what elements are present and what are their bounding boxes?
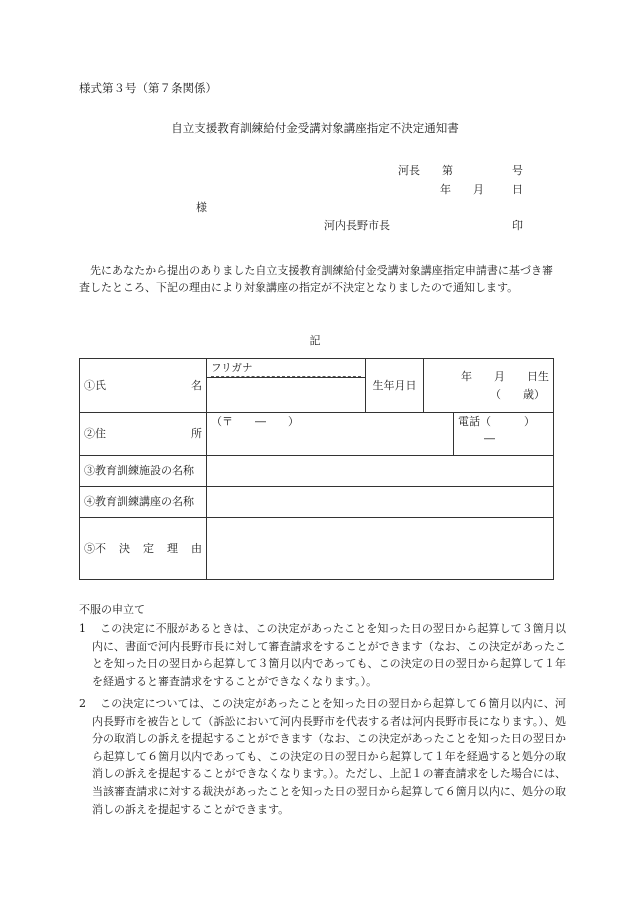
address-label-cell: [80, 413, 207, 456]
name-label: ①氏: [84, 378, 106, 392]
addressee-sama: 様: [196, 201, 207, 214]
form-number: 様式第３号（第７条関係）: [79, 81, 217, 95]
reason-label-char: 由: [191, 541, 202, 555]
issuer-name: 河内長野市長: [324, 219, 390, 232]
reference-number-line: [398, 163, 523, 179]
appeal-item-1: [79, 620, 566, 690]
phone-cell: [454, 413, 554, 456]
reason-label-char: 理: [167, 541, 178, 555]
dai-label: 第: [442, 164, 453, 177]
document-title: 自立支援教育訓練給付金受講対象講座指定不決定通知書: [171, 121, 459, 135]
facility-value-cell: [207, 456, 554, 487]
appeal-heading: 不服の申立て: [79, 603, 145, 616]
table-row: [80, 487, 554, 518]
reason-label-char: ⑤不: [84, 541, 106, 555]
table-row: [80, 518, 554, 580]
postal-code: （〒 ― ）: [211, 415, 299, 428]
day-label: 日: [512, 183, 523, 196]
appeal-item-number: 1: [79, 622, 86, 635]
reason-label-cell: [80, 518, 207, 580]
info-table: [79, 358, 554, 580]
facility-label-cell: [80, 456, 207, 487]
year-label: 年: [440, 183, 451, 196]
furigana-label: フリガナ: [211, 360, 361, 377]
table-row: [80, 456, 554, 487]
address-label: ②住: [84, 427, 106, 441]
office-abbreviation: 河長: [398, 164, 420, 177]
table-row: [80, 359, 554, 378]
go-label: 号: [512, 164, 523, 177]
course-label: ④教育訓練講座の名称: [84, 495, 194, 509]
appeal-item-number: 2: [79, 697, 86, 710]
dob-value-cell: [424, 359, 554, 413]
dob-label-cell: [366, 359, 424, 413]
name-label-cell: [80, 359, 207, 413]
reason-value-cell: [207, 518, 554, 580]
appeal-item-text: この決定については、この決定があったことを知った日の翌日から起算して６箇月以内に、河内長野市を被告として（訴訟において河内長野市を代表する者は河内長野市長になります。）、処分の取消しの訴えを提起することができます（なお、この決定があったことを知った日の翌日から起算して６箇月以内であっても、この決定の日の翌日から起算して１年を経過すると処分の取消しの訴えを提起することができなくなります。）。ただし、上記１の審査請求をした場合には、当該審査請求に対する裁決があったことを知った日の翌日から起算して６箇月以内に、処分の取消しの訴えを提起することができます。: [92, 697, 566, 816]
ki-heading: 記: [309, 334, 321, 347]
issue-date-line: [440, 182, 523, 198]
name-value-cell: [207, 378, 366, 413]
facility-label: ③教育訓練施設の名称: [84, 464, 194, 478]
reason-label-char: 定: [143, 541, 154, 555]
table-row: [80, 413, 554, 456]
phone-label: 電話（ ）: [458, 415, 535, 428]
appeal-item-text: この決定に不服があるときは、この決定があったことを知った日の翌日から起算して３箇月以内に、書面で河内長野市長に対して審査請求をすることができます（なお、この決定があったことを知った日の翌日から起算して３箇月以内であっても、この決定の日の翌日から起算して１年を経過すると審査請求をすることができなくなります。）。: [92, 622, 566, 688]
phone-dash: ―: [484, 431, 495, 445]
name-label-end: 名: [191, 378, 202, 392]
dob-date: 年 月 日生: [461, 369, 549, 383]
reason-label-char: 決: [119, 541, 130, 555]
address-value-cell: [207, 413, 454, 456]
seal-mark: 印: [512, 219, 523, 232]
month-label: 月: [473, 183, 484, 196]
body-paragraph: 先にあなたから提出のありました自立支援教育訓練給付金受講対象講座指定申請書に基づき審査したところ、下記の理由により対象講座の指定が不決定となりましたので通知します。: [79, 264, 553, 295]
dob-label: 生年月日: [372, 378, 417, 392]
dob-age: （ 歳）: [490, 387, 545, 401]
furigana-cell: [207, 359, 366, 378]
course-label-cell: [80, 487, 207, 518]
course-value-cell: [207, 487, 554, 518]
appeal-item-2: [79, 695, 566, 818]
address-label-end: 所: [191, 427, 202, 441]
